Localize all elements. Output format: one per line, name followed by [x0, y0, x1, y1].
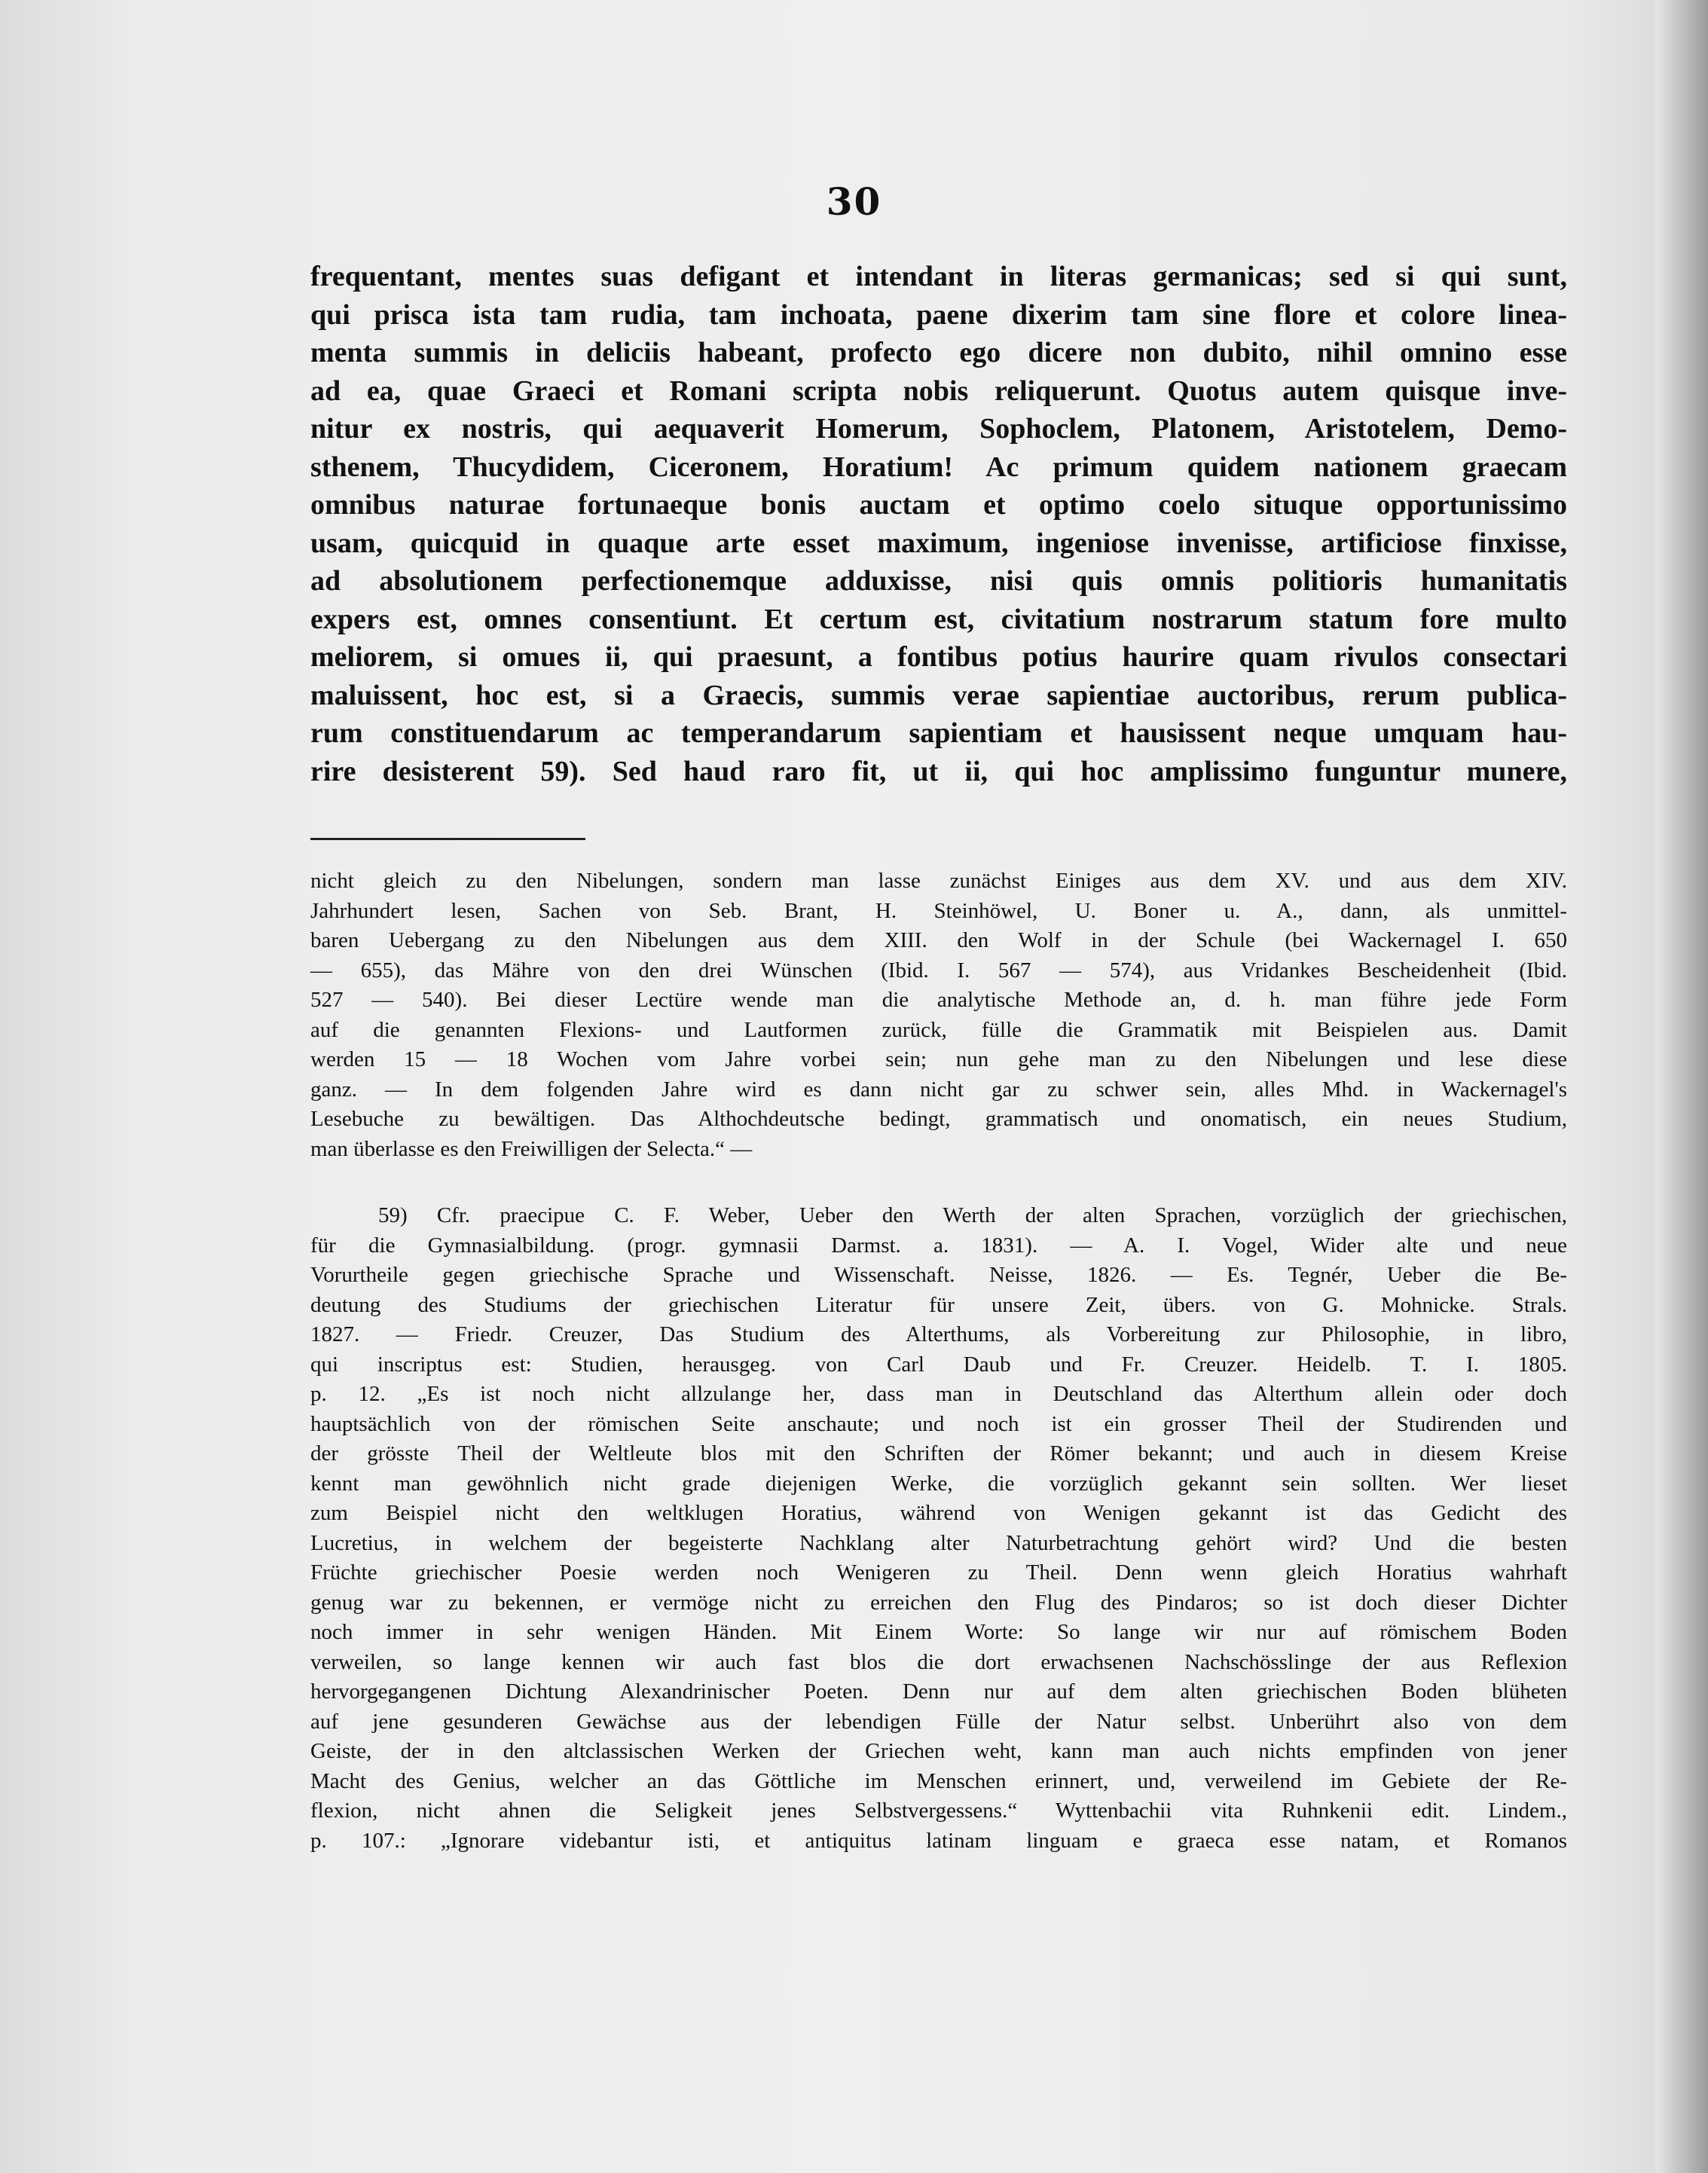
footnote-line: der grösste Theil der Weltleute blos mit den Schriften der Römer bekannt; und auch in diesem Kreise	[310, 1441, 1567, 1465]
footnote-line: p. 107.: „Ignorare videbantur isti, et antiquitus latinam linguam e graeca esse natam, et Romanos	[310, 1828, 1567, 1853]
footnote-line: nicht gleich zu den Nibelungen, sondern man lasse zunächst Einiges aus dem XV. und aus dem XIV.	[310, 869, 1567, 893]
footnote-line: Lucretius, in welchem der begeisterte Nachklang alter Naturbetrachtung gehört wird? Und die besten	[310, 1530, 1567, 1555]
footnote-line: für die Gymnasialbildung. (progr. gymnasii Darmst. a. 1831). — A. I. Vogel, Wider alte und neue	[310, 1233, 1567, 1258]
footnote-line: 1827. — Friedr. Creuzer, Das Studium des Alterthums, als Vorbereitung zur Philosophie, in libro,	[310, 1322, 1567, 1346]
footnote-line: man überlasse es den Freiwilligen der Selecta.“ —	[310, 1136, 753, 1161]
main-text	[310, 258, 1567, 790]
footnote-line: verweilen, so lange kennen wir auch fast blos die dort erwachsenen Nachschösslinge der aus Reflexion	[310, 1649, 1567, 1674]
footnote-line: Vorurtheile gegen griechische Sprache und Wissenschaft. Neisse, 1826. — Es. Tegnér, Ueber die Be-	[310, 1263, 1567, 1287]
footnote-line: — 655), das Mähre von den drei Wünschen (Ibid. I. 567 — 574), aus Vridankes Bescheidenheit (Ibid.	[310, 958, 1567, 983]
footnote-line: flexion, nicht ahnen die Seligkeit jenes Selbstvergessens.“ Wyttenbachii vita Ruhnkenii edit. Lindem.,	[310, 1799, 1567, 1823]
main-line: ad absolutionem perfectionemque adduxisse, nisi quis omnis politioris humanitatis	[310, 565, 1567, 597]
footnote-line: kennt man gewöhnlich nicht grade diejenigen Werke, die vorzüglich gekannt sein sollten. Wer lieset	[310, 1471, 1567, 1496]
footnote-line: p. 12. „Es ist noch nicht allzulange her, dass man in Deutschland das Alterthum allein oder doch	[310, 1382, 1567, 1406]
footnote-line: Geiste, der in den altclassischen Werken der Griechen weht, kann man auch nichts empfinden von jener	[310, 1739, 1567, 1763]
main-line: rum constituendarum ac temperandarum sapientiam et hausissent neque umquam hau-	[310, 717, 1567, 749]
footnote-line: 527 — 540). Bei dieser Lectüre wende man die analytische Methode an, d. h. man führe jede Form	[310, 988, 1567, 1012]
main-line: omnibus naturae fortunaeque bonis auctam et optimo coelo situque opportunissimo	[310, 489, 1567, 521]
footnote-line: auf jene gesunderen Gewächse aus der lebendigen Fülle der Natur selbst. Unberührt also von dem	[310, 1709, 1567, 1734]
footnote-line: noch immer in sehr wenigen Händen. Mit Einem Worte: So lange wir nur auf römischem Boden	[310, 1620, 1567, 1644]
main-line: rire desisterent 59). Sed haud raro fit, ut ii, qui hoc amplissimo funguntur munere,	[310, 755, 1567, 787]
footnote-line: deutung des Studiums der griechischen Literatur für unsere Zeit, übers. von G. Mohnicke. Strals.	[310, 1292, 1567, 1317]
main-line: frequentant, mentes suas defigant et intendant in literas germanicas; sed si qui sunt,	[310, 261, 1567, 292]
main-line: qui prisca ista tam rudia, tam inchoata, paene dixerim tam sine flore et colore linea-	[310, 298, 1567, 331]
main-line: meliorem, si omues ii, qui praesunt, a fontibus potius haurire quam rivulos consectari	[310, 641, 1567, 673]
page-edge-shadow	[1655, 0, 1708, 2173]
main-line: menta summis in deliciis habeant, profecto ego dicere non dubito, nihil omnino esse	[310, 337, 1567, 368]
footnote-line: baren Uebergang zu den Nibelungen aus dem XIII. den Wolf in der Schule (bei Wackernagel I. 650	[310, 928, 1567, 952]
footnote-line: Lesebuche zu bewältigen. Das Althochdeutsche bedingt, grammatisch und onomatisch, ein neues Studium,	[310, 1107, 1567, 1131]
footnote-continuation	[310, 866, 1567, 1164]
footnote-line: genug war zu bekennen, er vermöge nicht zu erreichen den Flug des Pindaros; so ist doch dieser Dichter	[310, 1590, 1567, 1615]
main-line: usam, quicquid in quaque arte esset maximum, ingeniose invenisse, artificiose finxisse,	[310, 527, 1567, 559]
footnote-line: Jahrhundert lesen, Sachen von Seb. Brant, H. Steinhöwel, U. Boner u. A., dann, als unmittel-	[310, 898, 1567, 923]
footnote-line: Früchte griechischer Poesie werden noch Wenigeren zu Theil. Denn wenn gleich Horatius wahrhaft	[310, 1560, 1567, 1585]
footnote-line: werden 15 — 18 Wochen vom Jahre vorbei sein; nun gehe man zu den Nibelungen und lese diese	[310, 1047, 1567, 1071]
footnote-line: hervorgegangenen Dichtung Alexandrinischer Poeten. Denn nur auf dem alten griechischen Boden blüheten	[310, 1679, 1567, 1704]
footnote-59	[310, 1201, 1567, 1856]
footnote-line: ganz. — In dem folgenden Jahre wird es dann nicht gar zu schwer sein, alles Mhd. in Wackernagel's	[310, 1077, 1567, 1102]
main-line: maluissent, hoc est, si a Graecis, summis verae sapientiae auctoribus, rerum publica-	[310, 679, 1567, 711]
footnote-separator-rule	[310, 838, 585, 840]
footnote-line: zum Beispiel nicht den weltklugen Horatius, während von Wenigen gekannt ist das Gedicht des	[310, 1501, 1567, 1525]
footnote-line: Macht des Genius, welcher an das Göttliche im Menschen erinnert, und, verweilend im Gebiete der Re-	[310, 1768, 1567, 1793]
main-line: sthenem, Thucydidem, Ciceronem, Horatium! Ac primum quidem nationem graecam	[310, 451, 1567, 483]
main-line: expers est, omnes consentiunt. Et certum est, civitatium nostrarum statum fore multo	[310, 603, 1567, 635]
main-line: ad ea, quae Graeci et Romani scripta nobis reliquerunt. Quotus autem quisque inve-	[310, 374, 1567, 407]
main-line: nitur ex nostris, qui aequaverit Homerum, Sophoclem, Platonem, Aristotelem, Demo-	[310, 413, 1567, 445]
footnote-line: auf die genannten Flexions- und Lautformen zurück, fülle die Grammatik mit Beispielen aus. Damit	[310, 1017, 1567, 1042]
footnote-line: hauptsächlich von der römischen Seite anschaute; und noch ist ein grosser Theil der Studirenden und	[310, 1411, 1567, 1436]
page-number: 30	[826, 179, 882, 224]
footnote-line: 59) Cfr. praecipue C. F. Weber, Ueber den Werth der alten Sprachen, vorzüglich der griechischen,	[378, 1203, 1567, 1227]
footnote-line: qui inscriptus est: Studien, herausgeg. von Carl Daub und Fr. Creuzer. Heidelb. T. I. 1805.	[310, 1352, 1567, 1377]
